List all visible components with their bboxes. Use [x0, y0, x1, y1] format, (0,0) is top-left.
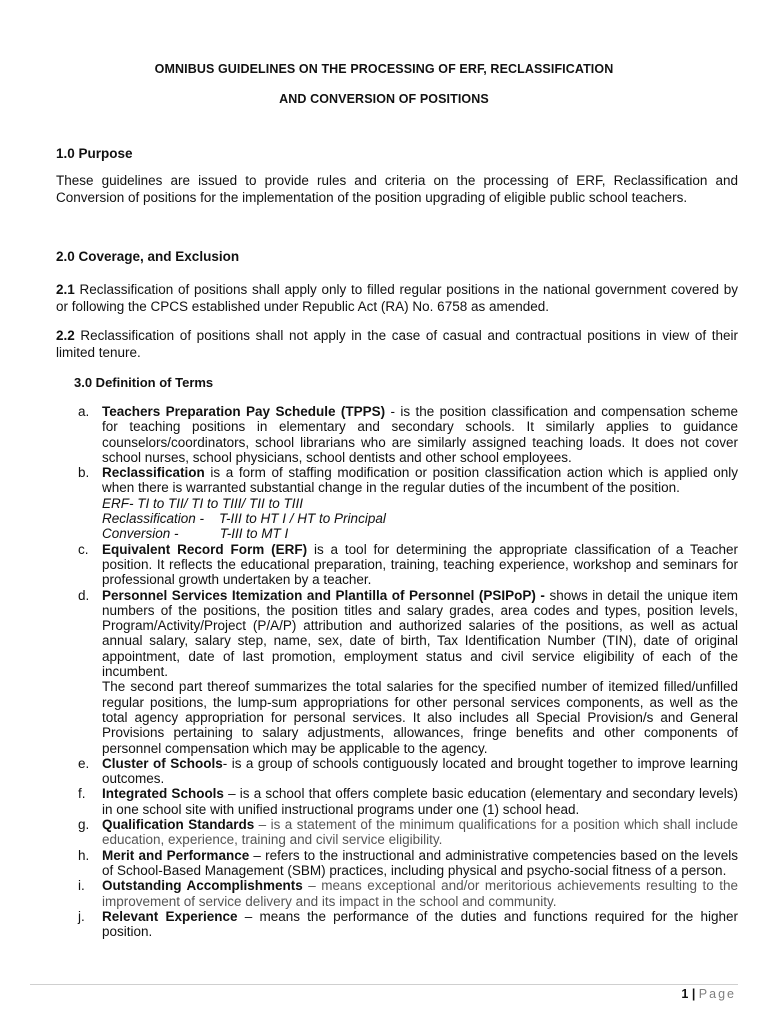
section-3-heading: 3.0 Definition of Terms — [74, 375, 214, 390]
definition-h-text: – refers to the instructional and administrative competencies based on the levels of School-Based Management (SBM) practices, including physical and psycho-social fitness of a person. — [102, 847, 739, 878]
definition-e-text: - is a group of schools contiguously located and brought together to improve learning outcomes. — [102, 755, 739, 787]
section-1-heading: 1.0 Purpose — [56, 146, 133, 161]
section-2-2-number: 2.2 — [56, 328, 75, 343]
definition-b-example-3: Conversion - T-III to MT I — [102, 526, 289, 542]
definition-g-text: – is a statement of the minimum qualifications for a position which shall include education, experience, training and civil service eligibility. — [102, 817, 739, 848]
definition-i-text: – means exceptional and/or meritorious achievements resulting to the improvement of service delivery and its impact in the school and community. — [102, 878, 738, 909]
definition-i-term: Outstanding Accomplishments — [102, 878, 303, 894]
section-1-text: These guidelines are issued to provide rules and criteria on the processing of ERF, Reclassification and Conversion of positions for the implementation of the position upgrading of eligible public school teachers. — [56, 173, 738, 205]
definition-f: f. Integrated Schools – is a school that offers complete basic education (elementary and secondary levels) in one school site with unified instructional programs under one (1) school head. — [78, 786, 738, 817]
definition-c-text: is a tool for determining the appropriate classification of a Teacher position. It reflects the educational preparation, training, teaching experience, workshop and seminars for professional growth undertaken by a teacher. — [102, 541, 738, 588]
definition-b-example-2: Reclassification - T-III to HT I / HT to Principal — [102, 511, 386, 527]
page-label: Page — [698, 987, 736, 1001]
definition-c-term: Equivalent Record Form (ERF) — [102, 541, 308, 557]
page-footer — [681, 987, 736, 1001]
definition-f-term: Integrated Schools — [102, 786, 224, 802]
section-2-1-text: Reclassification of positions shall apply only to filled regular positions in the national government covered by or following the CPCS established under Republic Act (RA) No. 6758 as amended. — [56, 282, 738, 314]
definition-e-term: Cluster of Schools — [102, 755, 223, 771]
definition-a-text: - is the position classification and compensation scheme for teaching positions in elementary and secondary schools. It similarly applies to guidance counselors/coordinators, school librarians who are similarly assigned teaching loads. It does not cover school nurses, school physicians, school dentists and other school employees. — [102, 404, 738, 465]
section-2-1-number: 2.1 — [56, 282, 75, 297]
section-2-1 — [56, 281, 738, 315]
definition-d-term: Personnel Services Itemization and Plantilla of Personnel (PSIPoP) - — [102, 587, 545, 603]
definition-a: a. Teachers Preparation Pay Schedule (TPPS) - is the position classification and compensation scheme for teaching positions in elementary and secondary schools. It similarly applies to guidance counselors/coordinators, school librarians who are similarly assigned teaching loads. It does not cover school nurses, school physicians, school dentists and other school employees. — [78, 404, 738, 465]
definition-g: g. Qualification Standards – is a statement of the minimum qualifications for a position which shall include education, experience, training and civil service eligibility. — [78, 817, 739, 848]
definition-a-term: Teachers Preparation Pay Schedule (TPPS) — [102, 404, 386, 419]
definition-h: h. Merit and Performance – refers to the instructional and administrative competencies based on the levels of School-Based Management (SBM) practices, including physical and psycho-social fitness of a person. — [78, 847, 739, 878]
page-number: 1 — [681, 987, 689, 1001]
definition-d: d. Personnel Services Itemization and Plantilla of Personnel (PSIPoP) - shows in detail the unique item numbers of the positions, the position titles and salary grades, area codes and types, position levels, Program/Activity/Project (P/A/P) attribution and authorized salaries of the positions, as well as actual annual salary, salary step, name, sex, date of birth, Tax Identification Number (TIN), date of original appointment, date of last promotion, employment status and civil service eligibility of each of the incumbent. The second part thereof summarizes the total salaries for the specified number of itemized filled/unfilled regular positions, the lump-sum appropriations for other personal services components, as well as the total agency appropriation for personal services. It also includes all Special Provision/s and General Provisions pertaining to salary adjustments, allowances, fringe benefits and other components of personnel compensation which may be applicable to the agency. — [78, 587, 738, 756]
section-2-2 — [56, 327, 738, 361]
definition-f-text: – is a school that offers complete basic education (elementary and secondary levels) in one school site with unified instructional programs under one (1) school head. — [102, 786, 738, 817]
section-2-2-text: Reclassification of positions shall not apply in the case of casual and contractual positions in view of their limited tenure. — [56, 328, 738, 360]
document-title-line-1: OMNIBUS GUIDELINES ON THE PROCESSING OF ERF, RECLASSIFICATION — [154, 62, 614, 76]
definitions-list — [78, 404, 738, 939]
section-2-heading: 2.0 Coverage, and Exclusion — [56, 249, 240, 264]
page-separator: | — [688, 987, 699, 1001]
definition-d-text: shows in detail the unique item numbers of the positions, the position titles and salary grades, area codes and types, position levels, Program/Activity/Project (P/A/P) attribution and authorized salaries of the positions, as well as actual annual salary, salary step, name, sex, date of birth, Tax Identification Number (TIN), date of original appointment, date of last promotion, employment status and civil service eligibility of each of the incumbent. — [102, 587, 738, 680]
definition-j-term: Relevant Experience — [102, 908, 238, 924]
footer-divider — [30, 984, 738, 985]
definition-b-example-1: ERF- TI to TII/ TI to TIII/ TII to TIII — [102, 495, 304, 511]
definition-c: c. Equivalent Record Form (ERF) is a tool for determining the appropriate classification of a Teacher position. It reflects the educational preparation, training, teaching experience, workshop and seminars for professional growth undertaken by a teacher. — [78, 541, 738, 588]
definition-b-term: Reclassification — [102, 465, 205, 481]
definition-g-term: Qualification Standards — [102, 817, 255, 833]
definition-j: j. Relevant Experience – means the performance of the duties and functions required for the higher position. — [78, 908, 738, 940]
definition-b-text: is a form of staffing modification or position classification action which is applied only when there is warranted substantial change in the regular duties of the incumbent of the position. — [102, 465, 738, 496]
document-title-line-2: AND CONVERSION OF POSITIONS — [279, 92, 489, 106]
definition-e: e. Cluster of Schools- is a group of schools contiguously located and brought together to improve learning outcomes. — [78, 755, 739, 787]
definition-j-text: – means the performance of the duties and functions required for the higher position. — [102, 908, 738, 940]
definition-d-text-2: The second part thereof summarizes the total salaries for the specified number of itemized filled/unfilled regular positions, the lump-sum appropriations for other personal services components, as well as the total agency appropriation for personal services. It also includes all Special Provision/s and General Provisions pertaining to salary adjustments, allowances, fringe benefits and other components of personnel compensation which may be applicable to the agency. — [102, 679, 738, 756]
definition-i: i. Outstanding Accomplishments – means exceptional and/or meritorious achievements resulting to the improvement of service delivery and its impact in the school and community. — [78, 878, 738, 909]
definition-h-term: Merit and Performance — [102, 847, 250, 863]
definition-b: b. Reclassification is a form of staffing modification or position classification action which is applied only when there is warranted substantial change in the regular duties of the incumbent of the position. ERF- TI to TII/ TI to TIII/ TII to TIII Reclassification - T-III to HT I / HT to Principal Conversion - T-III to MT I — [78, 465, 738, 542]
